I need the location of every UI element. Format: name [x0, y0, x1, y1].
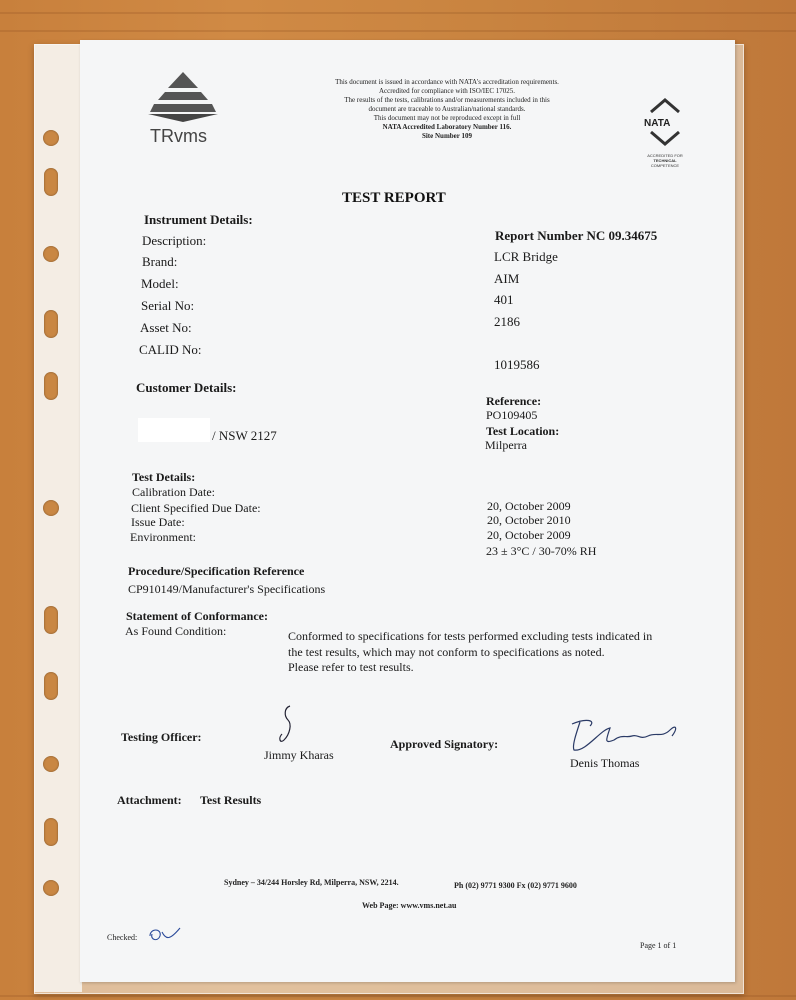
accreditation-line: This document is issued in accordance with NATA's accreditation requirements.	[335, 78, 559, 86]
punch-hole	[43, 880, 59, 896]
instrument-heading: Instrument Details:	[144, 212, 253, 227]
punch-hole	[44, 818, 58, 846]
field-label: Issue Date:	[131, 515, 185, 529]
nata-subtext: TECHNICAL	[653, 158, 677, 163]
reference-value: PO109405	[486, 408, 538, 422]
testing-officer-name: Jimmy Kharas	[264, 748, 334, 762]
footer-address: Sydney – 34/244 Horsley Rd, Milperra, NSW, 2214.	[224, 878, 399, 887]
field-value: 1019586	[494, 357, 540, 372]
test-report-document	[80, 40, 735, 982]
accreditation-statement	[302, 78, 592, 141]
nata-logo	[640, 98, 690, 168]
approved-signature	[566, 716, 682, 756]
pyramid-logo-icon	[148, 70, 218, 122]
accreditation-line: document are traceable to Australian/national standards.	[368, 105, 526, 113]
punch-hole	[43, 500, 59, 516]
approved-signatory-name: Denis Thomas	[570, 756, 640, 770]
field-value: 20, October 2009	[487, 499, 571, 513]
field-value: 23 ± 3°C / 30-70% RH	[486, 544, 597, 558]
logo-wordmark: TRvms	[150, 126, 207, 146]
accreditation-line: Site Number 109	[421, 132, 473, 140]
field-label: CALID No:	[139, 342, 202, 357]
punch-hole	[43, 246, 59, 262]
attachment-label: Attachment:	[117, 793, 182, 807]
test-location-value: Milperra	[485, 438, 527, 452]
field-label: Description:	[142, 233, 207, 248]
reference-label: Reference:	[486, 394, 542, 408]
field-label: Calibration Date:	[132, 485, 215, 499]
conformance-text: Conformed to specifications for tests performed excluding tests indicated in	[288, 629, 653, 643]
procedure-heading: Procedure/Specification Reference	[128, 564, 305, 578]
page-number: Page 1 of 1	[640, 941, 677, 950]
testing-officer-label: Testing Officer:	[121, 730, 202, 744]
accreditation-line: NATA Accredited Laboratory Number 116.	[382, 123, 512, 131]
field-value: AIM	[494, 271, 520, 286]
officer-signature	[276, 704, 300, 746]
nata-label: NATA	[644, 118, 671, 129]
punch-hole	[43, 130, 59, 146]
nata-subtext: ACCREDITED FOR	[647, 153, 683, 158]
vms-logo	[148, 70, 218, 127]
document-title: TEST REPORT	[342, 190, 446, 206]
footer-web: Web Page: www.vms.net.au	[362, 901, 457, 910]
approved-signatory-label: Approved Signatory:	[390, 737, 499, 751]
punch-hole	[44, 606, 58, 634]
attachment-value: Test Results	[200, 793, 262, 807]
punch-hole	[43, 756, 59, 772]
test-heading: Test Details:	[132, 470, 196, 484]
conformance-label: As Found Condition:	[125, 624, 227, 638]
field-label: Client Specified Due Date:	[131, 501, 261, 515]
nata-subtext: COMPETENCE	[650, 163, 680, 168]
field-value: LCR Bridge	[494, 249, 558, 264]
punch-hole	[44, 168, 58, 196]
field-label: Brand:	[142, 254, 178, 269]
accreditation-line: Accredited for compliance with ISO/IEC 17025.	[378, 87, 516, 95]
accreditation-line: This document may not be reproduced except in full	[373, 114, 521, 122]
punch-hole	[44, 310, 58, 338]
test-location-label: Test Location:	[486, 424, 560, 438]
field-label: Serial No:	[141, 298, 195, 313]
field-label: Model:	[141, 276, 179, 291]
conformance-text: Please refer to test results.	[288, 660, 414, 674]
redacted-address	[138, 418, 210, 442]
procedure-value: CP910149/Manufacturer's Specifications	[128, 582, 326, 596]
accreditation-line: The results of the tests, calibrations and/or measurements included in this	[344, 96, 550, 104]
conformance-heading: Statement of Conformance:	[126, 609, 268, 623]
footer-phone: Ph (02) 9771 9300 Fx (02) 9771 9600	[454, 881, 577, 890]
customer-address: / NSW 2127	[212, 428, 277, 443]
field-value: 20, October 2010	[487, 513, 571, 527]
checked-label: Checked:	[107, 933, 138, 942]
field-label: Environment:	[130, 530, 196, 544]
customer-heading: Customer Details:	[136, 380, 237, 395]
report-number: Report Number NC 09.34675	[495, 228, 658, 243]
checked-initials	[146, 926, 186, 944]
field-value: 401	[494, 292, 514, 307]
conformance-text: the test results, which may not conform to specifications as noted.	[288, 645, 605, 659]
field-value: 20, October 2009	[487, 528, 571, 542]
sleeve-punch-strip	[34, 44, 82, 992]
punch-hole	[44, 672, 58, 700]
field-label: Asset No:	[140, 320, 192, 335]
punch-hole	[44, 372, 58, 400]
field-value: 2186	[494, 314, 520, 329]
